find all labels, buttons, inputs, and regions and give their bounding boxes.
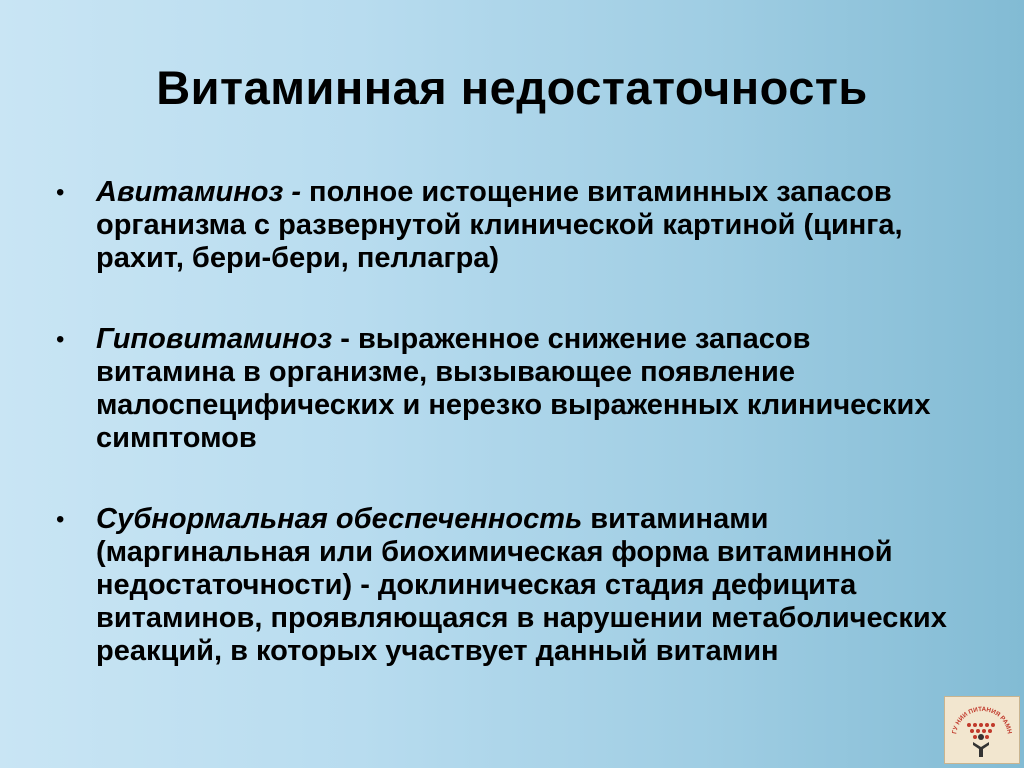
definition-list [56,176,956,668]
bullet-icon: • [56,506,65,533]
term-avitaminosis: Авитаминоз - [96,176,301,208]
institute-emblem-icon [945,697,1019,763]
term-subnormal-supply: Субнормальная обеспеченность [96,503,583,535]
list-item-hypovitaminosis [56,323,956,455]
definition-avitaminosis: полное истощение витаминных запасов организма с развернутой клинической картиной (цинга, рахит, бери-бери, пеллагра) [96,176,903,274]
list-item-avitaminosis [56,176,956,275]
list-item-subnormal-supply [56,503,956,668]
bullet-icon: • [56,179,65,206]
bullet-icon: • [56,326,65,353]
term-hypovitaminosis: Гиповитаминоз [96,323,333,355]
definition-hypovitaminosis: - выраженное снижение запасов витамина в организме, вызывающее появление малоспецифических и нерезко выраженных клинических симптомов [96,323,931,454]
slide-title: Витаминная недостаточность [156,61,868,114]
logo-text-path: ГУ НИИ ПИТАНИЯ РАМН [951,705,1013,735]
institute-logo [944,696,1020,764]
definition-subnormal-supply: витаминами (маргинальная или биохимическая форма витаминной недостаточности) - доклиническая стадия дефицита витаминов, проявляющаяся в нарушении метаболических реакций, в которых участвует данный витамин [96,503,947,667]
